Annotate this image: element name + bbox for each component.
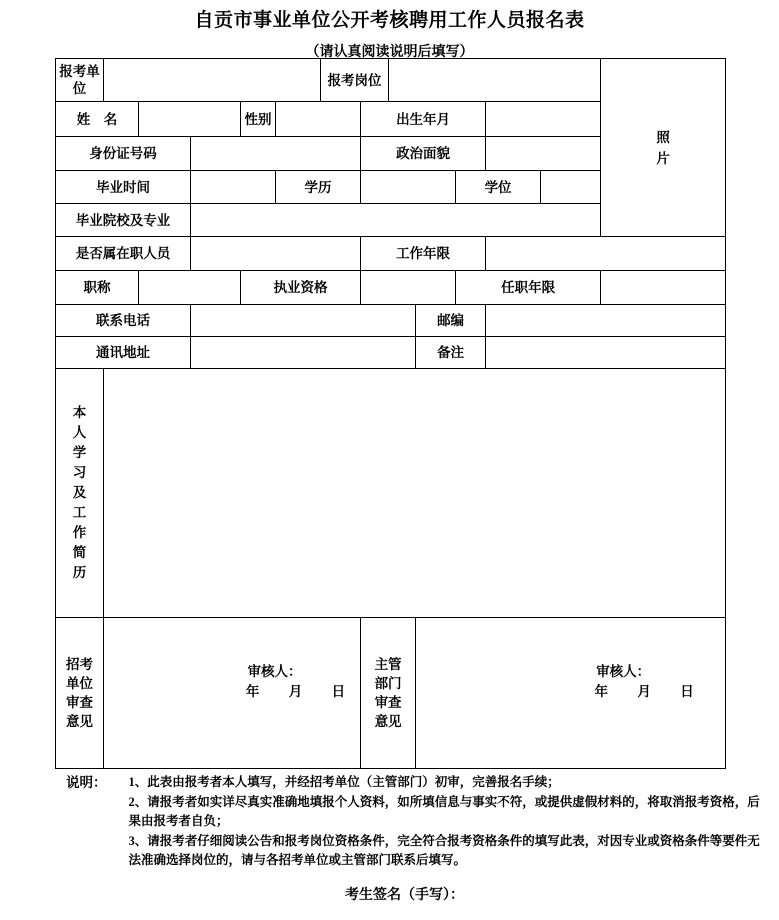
label-apply-post: 报考岗位 xyxy=(321,59,389,102)
dept-review-label-line: 部门 xyxy=(374,676,402,691)
resume-label-char: 作 xyxy=(72,525,87,540)
page-title: 自贡市事业单位公开考核聘用工作人员报名表 xyxy=(194,10,585,31)
dept-review-label-line: 审查 xyxy=(374,695,402,710)
input-political-status[interactable] xyxy=(486,137,601,171)
input-is-employed[interactable] xyxy=(191,237,361,271)
input-graduate-time[interactable] xyxy=(191,171,276,204)
input-school-major[interactable] xyxy=(191,204,601,237)
input-dept-review-opinion[interactable] xyxy=(416,618,726,769)
label-political-status: 政治面貌 xyxy=(361,137,486,171)
label-address: 通讯地址 xyxy=(56,337,191,369)
label-unit-review-opinion xyxy=(56,618,104,769)
unit-reviewer-signature-block xyxy=(104,662,360,724)
table-row xyxy=(56,271,726,305)
resume-label-char: 工 xyxy=(72,505,87,520)
instruction-item: 1、此表由报考者本人填写，并经招考单位（主管部门）初审，完善报名手续； xyxy=(128,775,560,789)
input-apply-post[interactable] xyxy=(389,59,601,102)
input-gender[interactable] xyxy=(276,102,361,137)
instructions-heading: 说明： xyxy=(66,775,107,790)
date-month-label: 月 xyxy=(288,684,303,699)
date-year-label: 年 xyxy=(245,684,260,699)
unit-review-date-line xyxy=(189,682,360,702)
label-practice-qualification: 执业资格 xyxy=(241,271,361,305)
date-month-label: 月 xyxy=(637,684,651,699)
label-degree: 学位 xyxy=(456,171,541,204)
input-practice-qualification[interactable] xyxy=(361,271,456,305)
dept-reviewer-label: 审核人： xyxy=(596,664,651,679)
label-apply-unit-line1: 报考单位 xyxy=(59,64,100,96)
input-job-title[interactable] xyxy=(139,271,241,305)
label-personal-resume xyxy=(56,369,104,618)
input-id-number[interactable] xyxy=(191,137,361,171)
label-postcode: 邮编 xyxy=(416,305,486,337)
input-address[interactable] xyxy=(191,337,416,369)
input-work-years[interactable] xyxy=(486,237,726,271)
label-is-employed: 是否属在职人员 xyxy=(56,237,191,271)
label-work-years: 工作年限 xyxy=(361,237,486,271)
label-gender: 性别 xyxy=(241,102,276,137)
resume-label-char: 本 xyxy=(72,405,87,420)
page-subtitle: （请认真阅读说明后填写） xyxy=(305,45,474,60)
label-remark: 备注 xyxy=(416,337,486,369)
label-education: 学历 xyxy=(276,171,361,204)
instruction-item: 3、请报考者仔细阅读公告和报考岗位资格条件，完全符合报考资格条件的填写此表，对因专业或资格条件等要件无法准确选择岗位的，请与各招考单位或主管部门联系后填写。 xyxy=(128,833,760,867)
label-birth: 出生年月 xyxy=(361,102,486,137)
instructions-list xyxy=(115,773,767,871)
table-row xyxy=(56,237,726,271)
table-row xyxy=(56,59,726,102)
resume-label-char: 学 xyxy=(72,445,87,460)
candidate-signature-label[interactable]: 考生签名（手写）： xyxy=(345,888,464,903)
label-graduate-time: 毕业时间 xyxy=(56,171,191,204)
date-day-label: 日 xyxy=(331,684,346,699)
candidate-signature-area xyxy=(0,884,779,904)
input-postcode[interactable] xyxy=(486,305,726,337)
instruction-item: 2、请报考者如实详尽真实准确地填报个人资料，如所填信息与事实不符，或提供虚假材料的，将取消报考资格，后果由报考者自负； xyxy=(128,794,760,828)
input-education[interactable] xyxy=(361,171,456,204)
dept-review-label-line: 主管 xyxy=(374,657,402,672)
unit-review-label-line: 意见 xyxy=(66,714,93,729)
table-row xyxy=(56,618,726,769)
photo-placeholder[interactable] xyxy=(601,59,726,237)
photo-label-line2: 片 xyxy=(656,150,670,166)
table-row xyxy=(56,369,726,618)
input-personal-resume[interactable] xyxy=(104,369,726,618)
label-dept-review-opinion xyxy=(361,618,416,769)
dept-review-date-line xyxy=(521,682,725,702)
label-job-title: 职称 xyxy=(56,271,139,305)
dept-review-label-line: 意见 xyxy=(374,714,402,729)
label-phone: 联系电话 xyxy=(56,305,191,337)
resume-label-char: 历 xyxy=(72,565,87,580)
input-degree[interactable] xyxy=(541,171,601,204)
resume-label-char: 人 xyxy=(72,425,87,440)
label-school-major: 毕业院校及专业 xyxy=(56,204,191,237)
input-birth[interactable] xyxy=(486,102,601,137)
form-table xyxy=(55,58,726,769)
date-day-label: 日 xyxy=(680,684,694,699)
unit-review-label-line: 单位 xyxy=(66,676,93,691)
label-id-number: 身份证号码 xyxy=(56,137,191,171)
photo-label-line1: 照 xyxy=(656,129,670,145)
resume-label-char: 及 xyxy=(72,485,87,500)
table-row xyxy=(56,305,726,337)
input-name[interactable] xyxy=(139,102,241,137)
input-tenure-years[interactable] xyxy=(601,271,726,305)
label-tenure-years: 任职年限 xyxy=(456,271,601,305)
label-name: 姓 名 xyxy=(56,102,139,137)
unit-review-label-line: 招考 xyxy=(66,657,93,672)
input-apply-unit[interactable] xyxy=(104,59,321,102)
table-row xyxy=(56,337,726,369)
registration-form xyxy=(55,58,725,769)
input-phone[interactable] xyxy=(191,305,416,337)
dept-reviewer-signature-block xyxy=(416,662,725,724)
instructions-row xyxy=(66,773,766,871)
input-unit-review-opinion[interactable] xyxy=(104,618,361,769)
label-apply-unit xyxy=(56,59,104,102)
date-year-label: 年 xyxy=(594,684,608,699)
input-remark[interactable] xyxy=(486,337,726,369)
unit-reviewer-label: 审核人： xyxy=(247,664,302,679)
resume-label-char: 习 xyxy=(72,465,87,480)
resume-label-char: 简 xyxy=(72,545,87,560)
unit-review-label-line: 审查 xyxy=(66,695,93,710)
form-instructions xyxy=(66,773,766,871)
